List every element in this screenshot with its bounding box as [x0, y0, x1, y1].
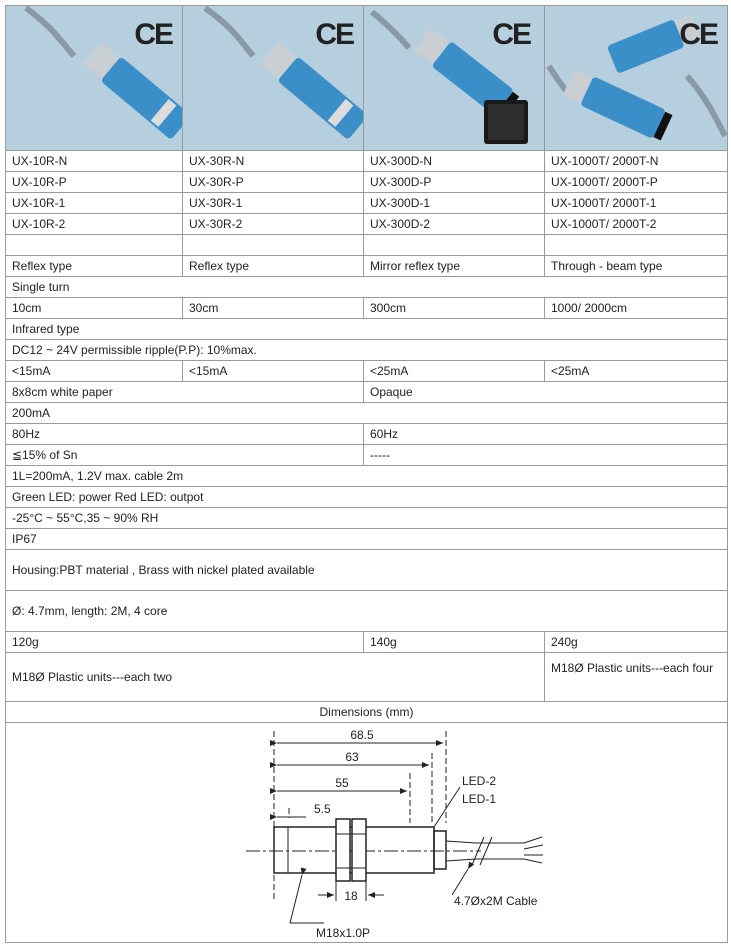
- target-cell: 8x8cm white paper: [6, 382, 364, 403]
- model-cell: UX-1000T/ 2000T-N: [545, 151, 728, 172]
- range-cell: 10cm: [6, 298, 183, 319]
- dimensions-row: [6, 723, 728, 943]
- datasheet: [5, 5, 727, 943]
- dim-thread-label: 55: [335, 776, 349, 790]
- response-cell: 80Hz: [6, 424, 364, 445]
- range-cell: 300cm: [364, 298, 545, 319]
- range-row: [6, 298, 728, 319]
- type-cell: Through - beam type: [545, 256, 728, 277]
- target-row: [6, 382, 728, 403]
- range-cell: 30cm: [183, 298, 364, 319]
- dim-front-label: 5.5: [314, 802, 331, 816]
- output-row: [6, 403, 728, 424]
- response-row: [6, 424, 728, 445]
- nut-left: [336, 819, 350, 881]
- protection-row: [6, 529, 728, 550]
- blank-row: [6, 235, 728, 256]
- led1-label: LED-1: [462, 792, 497, 806]
- cable-row: [6, 591, 728, 632]
- model-cell: UX-30R-1: [183, 193, 364, 214]
- light-cell: Infrared type: [6, 319, 728, 340]
- weight-cell: 120g: [6, 632, 364, 653]
- photo-ux-30r: [183, 6, 364, 151]
- dim-total-label: 68.5: [350, 728, 374, 742]
- model-row: [6, 193, 728, 214]
- ce-mark-icon: CE: [679, 18, 717, 51]
- model-cell: UX-10R-P: [6, 172, 183, 193]
- supply-cell: DC12 ~ 24V permissible ripple(P.P): 10%max.: [6, 340, 728, 361]
- model-cell: UX-10R-2: [6, 214, 183, 235]
- accessories-cell: M18Ø Plastic units---each two: [6, 653, 545, 702]
- current-cell: <25mA: [545, 361, 728, 382]
- supply-row: [6, 340, 728, 361]
- ce-mark-icon: CE: [134, 18, 172, 51]
- dimensions-title-row: [6, 702, 728, 723]
- nut-right: [352, 819, 366, 881]
- cable-cell: Ø: 4.7mm, length: 2M, 4 core: [6, 591, 728, 632]
- photo-ux-300d: [364, 6, 545, 151]
- model-cell: UX-10R-1: [6, 193, 183, 214]
- thread-label: M18x1.0P: [316, 926, 371, 939]
- temperature-cell: -25°C ~ 55°C,35 ~ 90% RH: [6, 508, 728, 529]
- photo-ux-1000t: [545, 6, 728, 151]
- model-row: [6, 214, 728, 235]
- model-cell: UX-30R-2: [183, 214, 364, 235]
- dimensions-title: Dimensions (mm): [6, 702, 728, 723]
- hysteresis-cell: -----: [364, 445, 728, 466]
- dim-nut-label: 18: [344, 889, 358, 903]
- model-cell: UX-1000T/ 2000T-1: [545, 193, 728, 214]
- model-cell: UX-300D-1: [364, 193, 545, 214]
- hysteresis-cell: ≦15% of Sn: [6, 445, 364, 466]
- housing-row: [6, 550, 728, 591]
- type-cell: Mirror reflex type: [364, 256, 545, 277]
- dimension-drawing: [6, 723, 728, 939]
- indicator-cell: Green LED: power Red LED: outpot: [6, 487, 728, 508]
- model-row: [6, 151, 728, 172]
- sensor-tail-outline: [434, 831, 446, 869]
- weight-cell: 140g: [364, 632, 545, 653]
- model-cell: UX-30R-P: [183, 172, 364, 193]
- model-cell: UX-300D-2: [364, 214, 545, 235]
- weight-row: [6, 632, 728, 653]
- accessories-cell: M18Ø Plastic units---each four: [545, 653, 728, 702]
- range-cell: 1000/ 2000cm: [545, 298, 728, 319]
- spec-table: [5, 5, 728, 943]
- accessories-row: [6, 653, 728, 702]
- dim-body-label: 63: [345, 750, 359, 764]
- current-cell: <15mA: [6, 361, 183, 382]
- output-cell: 200mA: [6, 403, 728, 424]
- protection-cell: IP67: [6, 529, 728, 550]
- current-row: [6, 361, 728, 382]
- hysteresis-row: [6, 445, 728, 466]
- response-cell: 60Hz: [364, 424, 728, 445]
- housing-cell: Housing:PBT material , Brass with nickel plated available: [6, 550, 728, 591]
- temperature-row: [6, 508, 728, 529]
- ce-mark-icon: CE: [315, 18, 353, 51]
- weight-cell: 240g: [545, 632, 728, 653]
- led2-label: LED-2: [462, 774, 497, 788]
- type-row: [6, 256, 728, 277]
- current-cell: <25mA: [364, 361, 545, 382]
- model-cell: UX-300D-N: [364, 151, 545, 172]
- ce-mark-icon: CE: [492, 18, 530, 51]
- model-cell: UX-1000T/ 2000T-2: [545, 214, 728, 235]
- model-cell: UX-10R-N: [6, 151, 183, 172]
- adjustment-row: [6, 277, 728, 298]
- light-row: [6, 319, 728, 340]
- model-cell: UX-1000T/ 2000T-P: [545, 172, 728, 193]
- residual-cell: 1L=200mA, 1.2V max. cable 2m: [6, 466, 728, 487]
- model-cell: UX-300D-P: [364, 172, 545, 193]
- model-cell: UX-30R-N: [183, 151, 364, 172]
- model-row: [6, 172, 728, 193]
- type-cell: Reflex type: [183, 256, 364, 277]
- photo-row: [6, 6, 728, 151]
- adjustment-cell: Single turn: [6, 277, 728, 298]
- type-cell: Reflex type: [6, 256, 183, 277]
- target-cell: Opaque: [364, 382, 728, 403]
- indicator-row: [6, 487, 728, 508]
- dimensions-cell: [6, 723, 728, 943]
- residual-row: [6, 466, 728, 487]
- cable-label: 4.7Øx2M Cable: [454, 894, 538, 908]
- photo-ux-10r: [6, 6, 183, 151]
- current-cell: <15mA: [183, 361, 364, 382]
